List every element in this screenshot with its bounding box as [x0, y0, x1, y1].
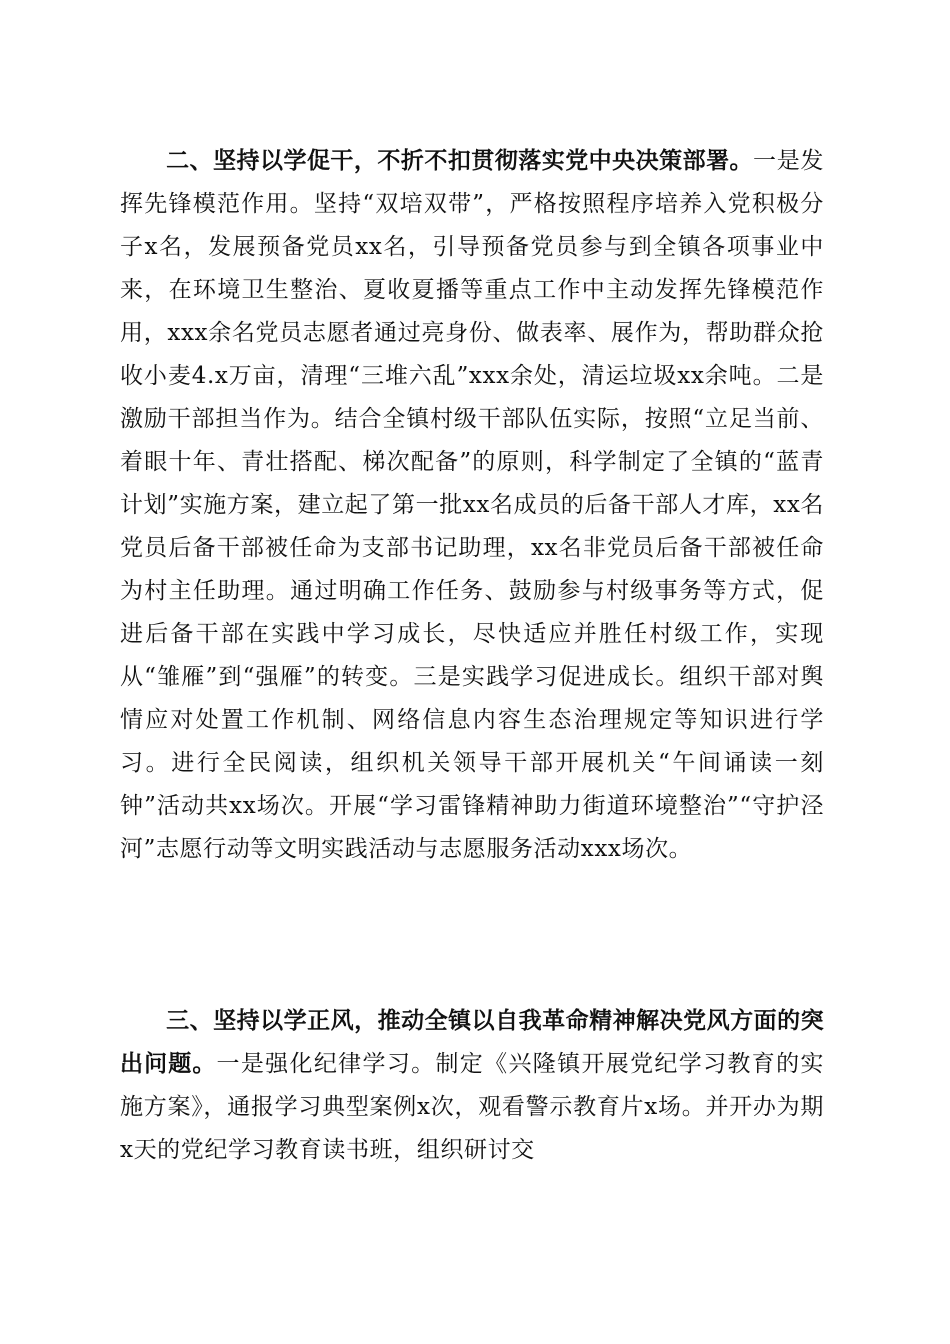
section-3-heading: 三、坚持以学正风，推动全镇以自我革命精神解决党风方面的突出问题。: [120, 1008, 824, 1077]
section-3-body: 一是强化纪律学习。制定《兴隆镇开展党纪学习教育的实施方案》，通报学习典型案例x次，观看警示教育片x场。并开办为期x天的党纪学习教育读书班，组织研讨交: [120, 1051, 824, 1163]
section-2-body: 一是发挥先锋模范作用。坚持“双培双带”，严格按照程序培养入党积极分子x名，发展预备党员xx名，引导预备党员参与到全镇各项事业中来，在环境卫生整治、夏收夏播等重点工作中主动发挥先锋模范作用，xxx余名党员志愿者通过亮身份、做表率、展作为，帮助群众抢收小麦4.x万亩，清理“三堆六乱”xxx余处，清运垃圾xx余吨。二是激励干部担当作为。结合全镇村级干部队伍实际，按照“立足当前、着眼十年、青壮搭配、梯次配备”的原则，科学制定了全镇的“蓝青计划”实施方案，建立起了第一批xx名成员的后备干部人才库，xx名党员后备干部被任命为支部书记助理，xx名非党员后备干部被任命为村主任助理。通过明确工作任务、鼓励参与村级事务等方式，促进后备干部在实践中学习成长，尽快适应并胜任村级工作，实现从“雏雁”到“强雁”的转变。三是实践学习促进成长。组织干部对舆情应对处置工作机制、网络信息内容生态治理规定等知识进行学习。进行全民阅读，组织机关领导干部开展机关“午间诵读一刻钟”活动共xx场次。开展“学习雷锋精神助力街道环境整治”“守护泾河”志愿行动等文明实践活动与志愿服务活动xxx场次。: [120, 148, 824, 862]
section-2-paragraph: [120, 140, 824, 871]
section-3-paragraph: [120, 1000, 824, 1172]
section-2-heading: 二、坚持以学促干，不折不扣贯彻落实党中央决策部署。: [166, 148, 754, 174]
